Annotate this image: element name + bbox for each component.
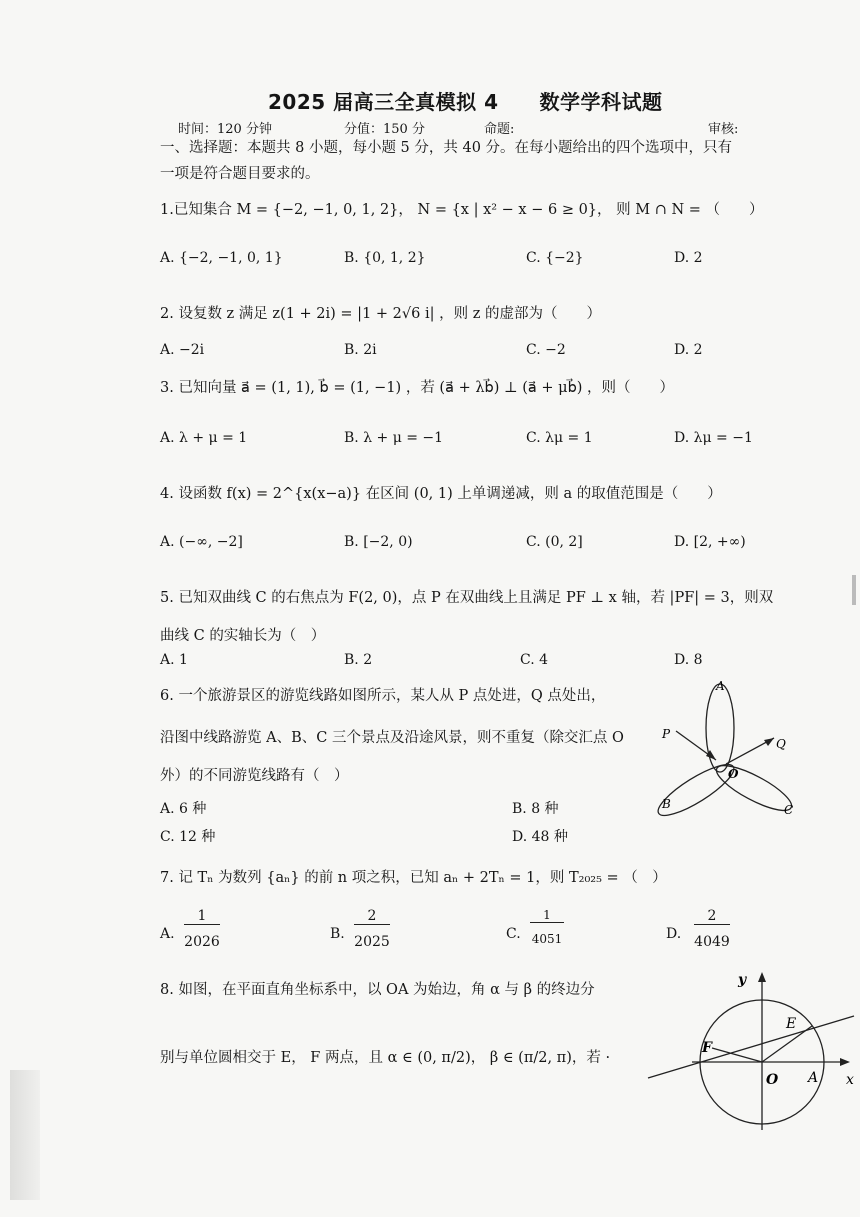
q6-option-d: D. 48 种 bbox=[512, 829, 568, 845]
q5-option-c: C. 4 bbox=[520, 652, 549, 668]
q7-option-d-numerator: 2 bbox=[694, 908, 730, 925]
q3-option-b: B. λ + μ = −1 bbox=[344, 430, 444, 446]
q3-option-a: A. λ + μ = 1 bbox=[160, 430, 248, 446]
q6-option-a: A. 6 种 bbox=[160, 801, 207, 817]
exam-reviewer: 审核: bbox=[708, 122, 739, 137]
q6-stem-line1: 6. 一个旅游景区的游览线路如图所示，某人从 P 点处进，Q 点处出， bbox=[160, 688, 606, 704]
label-a: A bbox=[716, 679, 725, 693]
label-f: F bbox=[702, 1040, 712, 1056]
label-o: O bbox=[728, 767, 739, 781]
scan-shadow bbox=[10, 1070, 40, 1200]
q7-option-a-numerator: 1 bbox=[184, 908, 220, 925]
q2-option-d: D. 2 bbox=[674, 342, 703, 358]
q2-stem: 2. 设复数 z 满足 z(1 + 2i) = |1 + 2√6 i| ，则 z 的虚部为（ ） bbox=[160, 306, 601, 322]
q2-option-c: C. −2 bbox=[526, 342, 566, 358]
x-arrowhead bbox=[840, 1058, 850, 1066]
q7-option-c-denominator: 4051 bbox=[531, 932, 563, 946]
q6-option-b: B. 8 种 bbox=[512, 801, 559, 817]
section1-instructions-line2: 一项是符合题目要求的。 bbox=[160, 166, 320, 182]
q6-stem-line2: 沿图中线路游览 A、B、C 三个景点及沿途风景，则不重复（除交汇点 O bbox=[160, 730, 624, 746]
q7-stem: 7. 记 Tₙ 为数列 {aₙ} 的前 n 项之积，已知 aₙ + 2Tₙ = 1，则 T₂₀₂₅ = （ ） bbox=[160, 870, 667, 886]
exit-arrowhead bbox=[764, 738, 774, 746]
label-y: y bbox=[738, 972, 747, 988]
q4-option-a: A. (−∞, −2] bbox=[160, 534, 243, 550]
q7-option-c-letter: C. bbox=[506, 926, 521, 942]
label-q: Q bbox=[776, 737, 786, 751]
q8-unit-circle-figure bbox=[640, 964, 858, 1134]
q4-option-b: B. [−2, 0) bbox=[344, 534, 413, 550]
label-p: P bbox=[662, 727, 671, 741]
loop-a bbox=[706, 684, 734, 772]
q4-option-d: D. [2, +∞) bbox=[674, 534, 746, 550]
q3-option-d: D. λμ = −1 bbox=[674, 430, 753, 446]
q5-option-a: A. 1 bbox=[160, 652, 188, 668]
q3-option-c: C. λμ = 1 bbox=[526, 430, 593, 446]
exam-author: 命题: bbox=[484, 122, 515, 137]
q1-option-c: C. {−2} bbox=[526, 250, 584, 266]
q1-option-a: A. {−2, −1, 0, 1} bbox=[160, 250, 283, 266]
q5-option-d: D. 8 bbox=[674, 652, 703, 668]
label-a-point: A bbox=[808, 1070, 819, 1086]
q1-option-d: D. 2 bbox=[674, 250, 703, 266]
q2-option-a: A. −2i bbox=[160, 342, 205, 358]
label-c: C bbox=[784, 803, 794, 817]
label-b: B bbox=[662, 797, 671, 811]
exam-score: 分值：150 分 bbox=[344, 122, 425, 137]
label-e: E bbox=[786, 1016, 797, 1032]
q7-option-b-denominator: 2025 bbox=[354, 934, 390, 950]
q6-stem-line3: 外）的不同游览线路有（ ） bbox=[160, 768, 349, 784]
q3-stem: 3. 已知向量 a⃗ = (1, 1), b⃗ = (1, −1) ，若 (a⃗ + λb⃗) ⊥ (a⃗ + μb⃗) ，则（ ） bbox=[160, 380, 675, 396]
q6-option-c: C. 12 种 bbox=[160, 829, 216, 845]
q7-option-b-letter: B. bbox=[330, 926, 345, 942]
q8-stem-line2: 别与单位圆相交于 E， F 两点，且 α ∈ (0, π/2)， β ∈ (π/2, π)，若 · bbox=[160, 1050, 611, 1066]
q7-option-a-letter: A. bbox=[160, 926, 175, 942]
q7-option-a-denominator: 2026 bbox=[184, 934, 220, 950]
label-o-origin: O bbox=[766, 1072, 779, 1088]
label-x: x bbox=[846, 1072, 854, 1088]
q7-option-d-denominator: 4049 bbox=[694, 934, 730, 950]
q7-option-b-numerator: 2 bbox=[354, 908, 390, 925]
q7-option-d-letter: D. bbox=[666, 926, 682, 942]
q4-option-c: C. (0, 2] bbox=[526, 534, 583, 550]
q1-stem: 1.已知集合 M = {−2, −1, 0, 1, 2}， N = {x | x² − x − 6 ≥ 0}， 则 M ∩ N = （ ） bbox=[160, 202, 764, 218]
q1-option-b: B. {0, 1, 2} bbox=[344, 250, 426, 266]
exam-title: 2025 届高三全真模拟 4 数学学科试题 bbox=[268, 90, 663, 114]
exam-time: 时间：120 分钟 bbox=[178, 122, 272, 137]
q5-stem-line1: 5. 已知双曲线 C 的右焦点为 F(2, 0)，点 P 在双曲线上且满足 PF ⊥ x 轴，若 |PF| = 3，则双 bbox=[160, 590, 774, 606]
q2-option-b: B. 2i bbox=[344, 342, 377, 358]
q5-option-b: B. 2 bbox=[344, 652, 373, 668]
section1-instructions-line1: 一、选择题：本题共 8 小题，每小题 5 分，共 40 分。在每小题给出的四个选项中，只有 bbox=[160, 140, 733, 156]
scan-edge-mark bbox=[852, 575, 856, 605]
q4-stem: 4. 设函数 f(x) = 2^{x(x−a)} 在区间 (0, 1) 上单调递减，则 a 的取值范围是（ ） bbox=[160, 486, 722, 502]
q8-stem-line1: 8. 如图，在平面直角坐标系中，以 OA 为始边，角 α 与 β 的终边分 bbox=[160, 982, 595, 998]
q5-stem-line2: 曲线 C 的实轴长为（ ） bbox=[160, 628, 326, 644]
q6-route-figure bbox=[650, 676, 800, 826]
q7-option-c-numerator: 1 bbox=[530, 908, 564, 923]
y-arrowhead bbox=[758, 972, 766, 982]
ray-of bbox=[712, 1048, 762, 1062]
